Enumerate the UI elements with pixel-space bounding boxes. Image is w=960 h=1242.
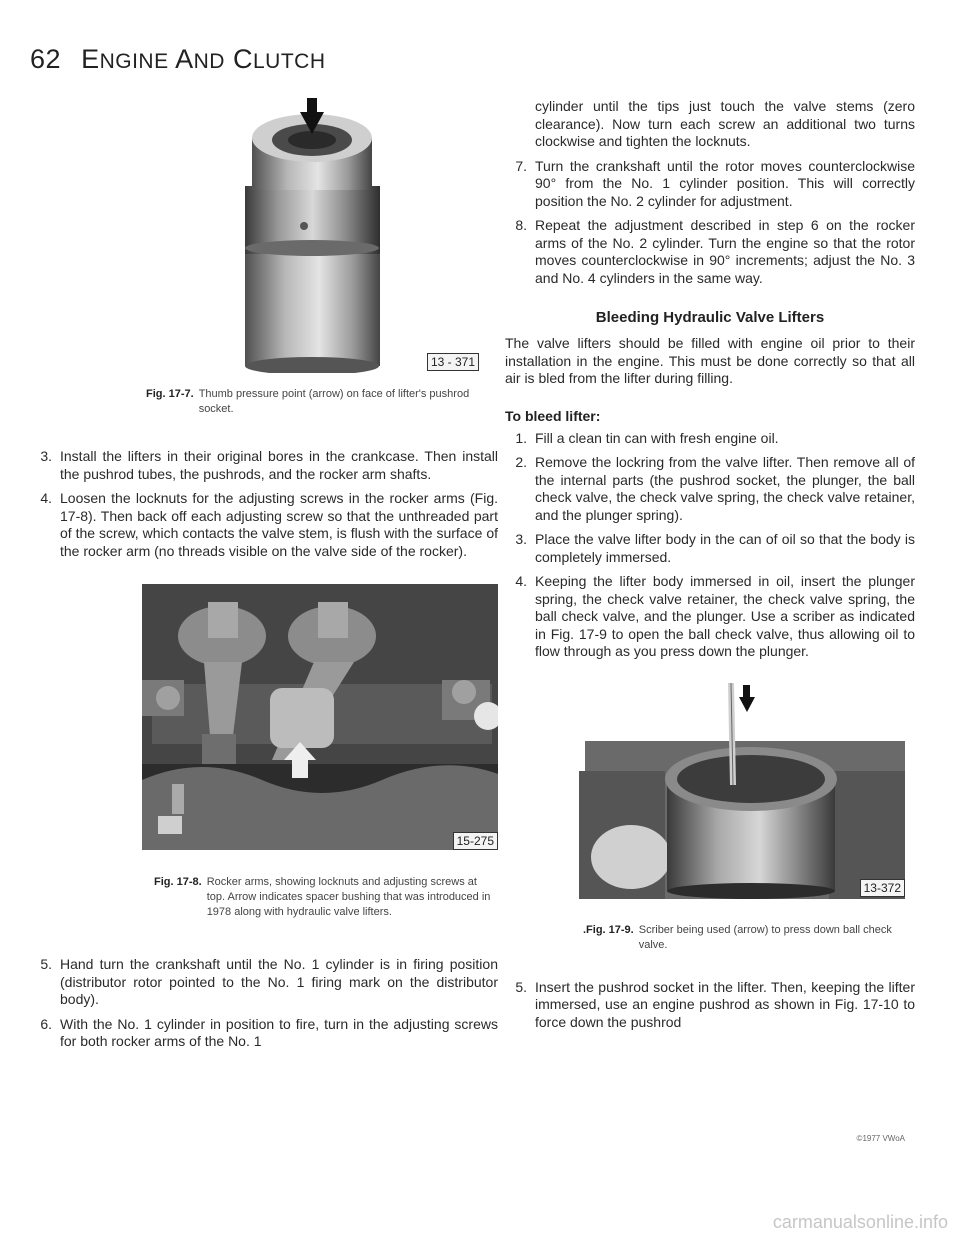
list-item xyxy=(505,454,915,524)
step-number: 1. xyxy=(515,429,527,446)
list-item xyxy=(505,430,915,448)
list-item xyxy=(30,490,498,560)
list-item xyxy=(505,573,915,661)
step-text: Insert the pushrod socket in the lifter. Then, keeping the lifter immersed, use an engine pushrod as shown in Fig. 17-10 to force down the pushrod xyxy=(535,978,915,1030)
step-text: Place the valve lifter body in the can of oil so that the body is completely immersed. xyxy=(535,531,915,565)
chapter-title: ENGINE AND CLUTCH xyxy=(81,44,326,74)
list-item xyxy=(505,158,915,211)
step-number: 4. xyxy=(40,490,52,506)
step-text: With the No. 1 cylinder in position to fire, turn in the adjusting screws for both rocker arms of the No. 1 xyxy=(60,1015,498,1049)
step-text: Turn the crankshaft until the rotor moves counterclockwise 90° from the No. 1 cylinder position. This will correctly position the No. 2 cylinder for adjustment. xyxy=(535,157,915,209)
step-number: 5. xyxy=(515,978,527,995)
scriber-photo-illustration xyxy=(579,681,905,899)
subheading: To bleed lifter: xyxy=(505,407,601,424)
figure-label: .Fig. 17-9. xyxy=(583,923,634,936)
right-column xyxy=(505,98,915,1031)
list-item xyxy=(30,1016,498,1051)
list-item xyxy=(30,448,498,483)
arrow-shaft xyxy=(743,685,750,698)
steps-list-left-bottom xyxy=(30,956,498,1051)
arrow-icon xyxy=(739,697,755,712)
step-text: Keeping the lifter body immersed in oil, insert the plunger spring, the check valve retainer, the check valve spring, the ball check valve, and the plunger. Use a scriber as indicated in Fig. 17-9 to open the ball check valve, thus allowing oil to flow through as you press down the plunger. xyxy=(535,573,915,659)
left-column xyxy=(30,98,498,1051)
steps-list-right-top xyxy=(505,158,915,288)
figure-17-7 xyxy=(30,98,498,417)
scriber-photo xyxy=(579,681,905,899)
step-number: 4. xyxy=(515,573,527,589)
step-number: 6. xyxy=(40,1015,52,1032)
figure-17-9 xyxy=(579,681,915,953)
figure-tag: 13-372 xyxy=(860,879,905,897)
steps-list-left-top xyxy=(30,448,498,560)
figure-caption xyxy=(146,387,498,417)
figure-caption-text: Scriber being used (arrow) to press down ball check valve. xyxy=(638,923,892,951)
page-header xyxy=(30,44,326,75)
figure-caption-text: Thumb pressure point (arrow) on face of lifter's pushrod socket. xyxy=(198,388,470,415)
copyright-mark: ©1977 VWoA xyxy=(856,1134,905,1143)
step-text: Loosen the locknuts for the adjusting screws in the rocker arms (Fig. 17-8). Then back off each adjusting screw so that the unthreaded part of the screw, which contacts the valve stem, is flush with the surface of the rocker arm (no threads visible on the valve side of the rocker). xyxy=(60,490,498,559)
step-text: Fill a clean tin can with fresh engine oil. xyxy=(535,429,779,446)
step-number: 5. xyxy=(40,956,52,972)
step-text: Remove the lockring from the valve lifter. Then remove all of the internal parts (the pushrod socket, the plunger, the ball check valve, the check valve spring, the check valve retainer, and the plunger spring). xyxy=(535,454,915,523)
step-number: 3. xyxy=(40,448,52,464)
arrow-shaft xyxy=(307,98,317,114)
list-item xyxy=(505,217,915,287)
step-text: Install the lifters in their original bores in the crankcase. Then install the pushrod tubes, the pushrods, and the rocker arm shafts. xyxy=(60,448,498,482)
step-text: Hand turn the crankshaft until the No. 1 cylinder is in firing position (distributor rotor pointed to the No. 1 firing mark on the distributor body). xyxy=(60,956,498,1007)
continuation-text: cylinder until the tips just touch the valve stems (zero clearance). Now turn each screw an additional two turns clockwise and tighten the locknuts. xyxy=(535,98,915,149)
figure-caption xyxy=(154,875,498,920)
arrow-icon xyxy=(300,112,324,134)
figure-label: Fig. 17-8. xyxy=(154,876,202,888)
list-item xyxy=(505,531,915,566)
steps-list-bleed xyxy=(505,430,915,661)
figure-caption xyxy=(583,923,915,953)
lifter-photo-illustration xyxy=(30,98,498,373)
step-number: 7. xyxy=(515,157,527,174)
figure-17-8 xyxy=(142,584,498,920)
figure-label: Fig. 17-7. xyxy=(146,388,194,400)
rocker-arms-photo xyxy=(142,584,498,850)
rocker-arms-illustration xyxy=(142,584,498,850)
list-item xyxy=(505,979,915,1032)
figure-caption-text: Rocker arms, showing locknuts and adjusting screws at top. Arrow indicates spacer bushing that was introduced in 1978 along with hydraulic valve lifters. xyxy=(206,876,491,918)
lifter-photo xyxy=(30,98,498,373)
step-number: 8. xyxy=(515,217,527,233)
steps-list-bleed-continued xyxy=(505,979,915,1032)
step-number: 2. xyxy=(515,454,527,470)
page-number: 62 xyxy=(30,44,62,74)
step-number: 3. xyxy=(515,531,527,547)
figure-tag: 15-275 xyxy=(453,832,498,850)
figure-tag: 13 - 371 xyxy=(427,353,479,371)
watermark: carmanualsonline.info xyxy=(772,1212,948,1232)
step-text: Repeat the adjustment described in step 6 on the rocker arms of the No. 2 cylinder. Turn the engine so that the rotor moves counterclockwise in 90° increments; adjust the No. 3 and No. 4 cylinders in the same way. xyxy=(535,217,915,286)
section-heading: Bleeding Hydraulic Valve Lifters xyxy=(595,309,825,326)
list-item xyxy=(30,956,498,1009)
section-intro: The valve lifters should be filled with engine oil prior to their installation in the engine. This must be done correctly so that all air is bled from the lifter during filling. xyxy=(505,335,915,386)
